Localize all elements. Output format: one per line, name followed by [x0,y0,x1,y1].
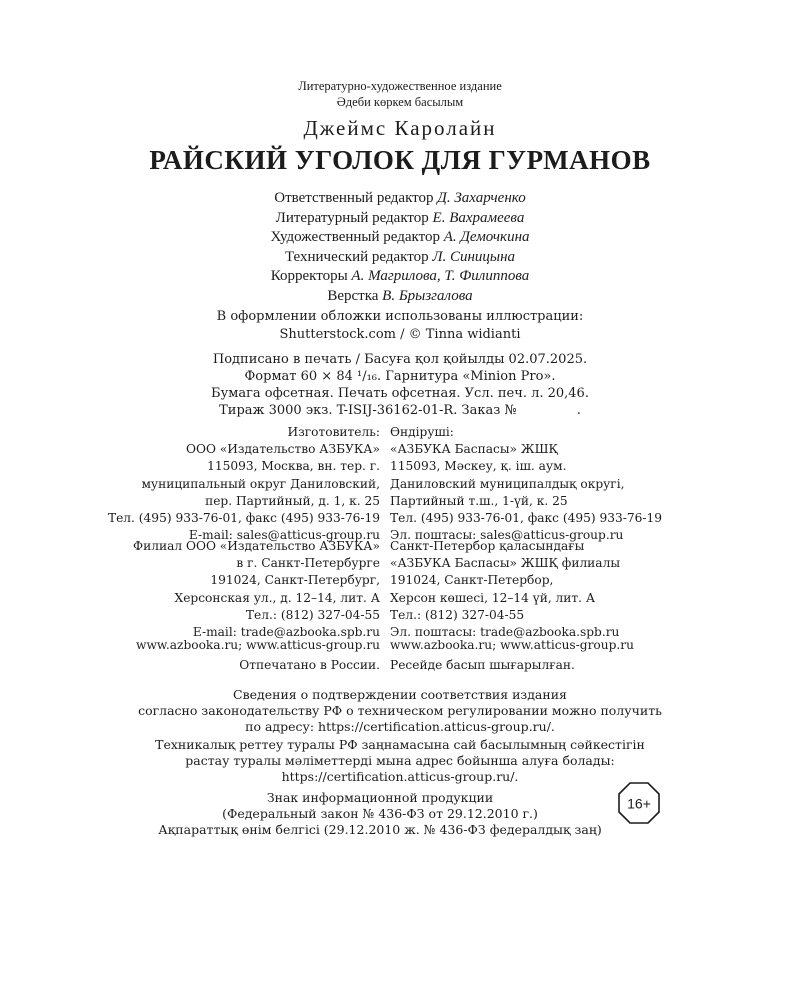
manufacturer-kz-line: «АЗБУКА Баспасы» ЖШҚ [390,442,558,457]
branch-kz-line: Санкт-Петербор қаласындағы [390,539,585,553]
staff-role: Литературный редактор [275,209,429,226]
branch-ru-line: Херсонская ул., д. 12–14, лит. А [174,590,380,605]
age-rating-octagon-icon [618,782,660,824]
branch-kz-line: Херсон көшесі, 12–14 үй, лит. А [390,590,596,605]
websites-kz: www.azbooka.ru; www.atticus-group.ru [390,638,634,652]
illustrations-credit: Shutterstock.com / © Tinna widianti [279,327,521,342]
staff-name: А. Магрилова, Т. Филиппова [351,268,530,284]
staff-line [0,267,800,287]
manufacturer-kz-line: Даниловский муниципалдық округі, [390,476,625,491]
staff-line [0,248,800,268]
branch-kz-line: Тел.: (812) 327-04-55 [390,607,525,622]
manufacturer-kz [390,424,662,544]
branch-ru-line: 191024, Санкт-Петербург, [210,573,380,588]
staff-line [0,209,800,229]
author-name: Джеймс Каролайн [303,116,497,140]
certification-ru-line: согласно законодательству РФ о техническом регулировании можно получить [138,703,662,718]
staff-name: Л. Синицына [432,248,516,265]
manufacturer-ru-header: Изготовитель: [287,425,380,439]
manufacturer-kz-email: Эл. поштасы: sales@atticus-group.ru [390,528,624,543]
print-run: Тираж 3000 экз. T-ISIJ-36162-01-R. Заказ № . [219,403,581,418]
edition-type-kz: Әдеби көркем басылым [336,95,464,109]
manufacturer-ru-line: ООО «Издательство АЗБУКА» [185,442,380,457]
print-paper: Бумага офсетная. Печать офсетная. Усл. печ. л. 20,46. [211,386,589,401]
book-title: РАЙСКИЙ УГОЛОК ДЛЯ ГУРМАНОВ [149,145,651,175]
print-signed: Подписано в печать / Басуға қол қойылды 02.07.2025. [212,352,588,367]
certification-kz-url: https://certification.atticus-group.ru/. [281,769,519,784]
manufacturer-ru [108,424,380,544]
staff-list [0,189,800,306]
age-rating-badge [618,782,660,824]
branch-kz [390,538,620,641]
branch-kz-line: «АЗБУКА Баспасы» ЖШҚ филиалы [390,556,621,571]
manufacturer-ru-line: Тел. (495) 933-76-01, факс (495) 933-76-19 [107,511,380,526]
staff-name: Д. Захарченко [437,190,526,206]
staff-name: Е. Вахрамеева [432,209,525,226]
printed-in-ru: Отпечатано в России. [239,658,380,672]
certification-kz-line: Техникалық реттеу туралы РФ заңнамасына сай басылымның сәйкестігін [155,737,645,752]
branch-kz-line: 191024, Санкт-Петербор, [390,573,554,588]
manufacturer-ru-line: муниципальный округ Даниловский, [141,476,380,491]
branch-ru [133,538,380,641]
manufacturer-kz-header: Өндіруші: [390,425,454,439]
manufacturer-kz-line: Тел. (495) 933-76-01, факс (495) 933-76-19 [390,511,663,526]
branch-kz-email: Эл. поштасы: trade@azbooka.spb.ru [390,625,620,640]
age-info-title: Знак информационной продукции [266,790,494,805]
printed-in-kz: Ресейде басып шығарылған. [390,658,575,672]
manufacturer-ru-line: пер. Партийный, д. 1, к. 25 [205,493,380,508]
age-info-kz: Ақпараттық өнім белгісі (29.12.2010 ж. № 436-ФЗ федералдық заң) [158,822,602,837]
certification-ru-line: Сведения о подтверждении соответствия издания [233,687,567,702]
staff-line [0,189,800,209]
staff-role: Ответственный редактор [274,190,434,206]
manufacturer-kz-line: 115093, Мәскеу, қ. іш. аум. [390,459,567,474]
format-fraction: ¹/₁₆ [357,369,378,384]
staff-role: Технический редактор [284,248,429,265]
staff-role: Художественный редактор [270,229,440,245]
manufacturer-kz-line: Партийный т.ш., 1-үй, к. 25 [390,493,568,508]
staff-line [0,228,800,248]
staff-role: Корректоры [270,268,348,284]
branch-ru-line: Тел.: (812) 327-04-55 [245,607,380,622]
certification-kz-line: растау туралы мәліметтерді мына адрес бойынша алуға болады: [185,753,615,768]
branch-ru-line: в г. Санкт-Петербурге [236,556,380,571]
age-rating-label: 16+ [627,795,651,812]
branch-ru-email: E-mail: trade@azbooka.spb.ru [192,625,380,640]
staff-name: А. Демочкина [443,229,530,245]
staff-name: В. Брызгалова [382,287,473,304]
branch-ru-line: Филиал ООО «Издательство АЗБУКА» [132,539,380,553]
illustrations-caption: В оформлении обложки использованы иллюстрации: [216,309,584,324]
manufacturer-ru-email: E-mail: sales@atticus-group.ru [188,528,380,543]
staff-line [0,287,800,307]
certification-ru-url: по адресу: https://certification.atticus-group.ru/. [245,719,555,734]
manufacturer-ru-line: 115093, Москва, вн. тер. г. [207,459,380,474]
age-info-law: (Федеральный закон № 436-ФЗ от 29.12.2010 г.) [222,806,538,821]
websites-ru: www.azbooka.ru; www.atticus-group.ru [136,638,380,652]
edition-type-ru: Литературно-художественное издание [298,79,502,93]
print-format: Формат 60 × 84 ¹/₁₆. Гарнитура «Minion Pro». [244,369,556,384]
staff-role: Верстка [327,287,379,304]
